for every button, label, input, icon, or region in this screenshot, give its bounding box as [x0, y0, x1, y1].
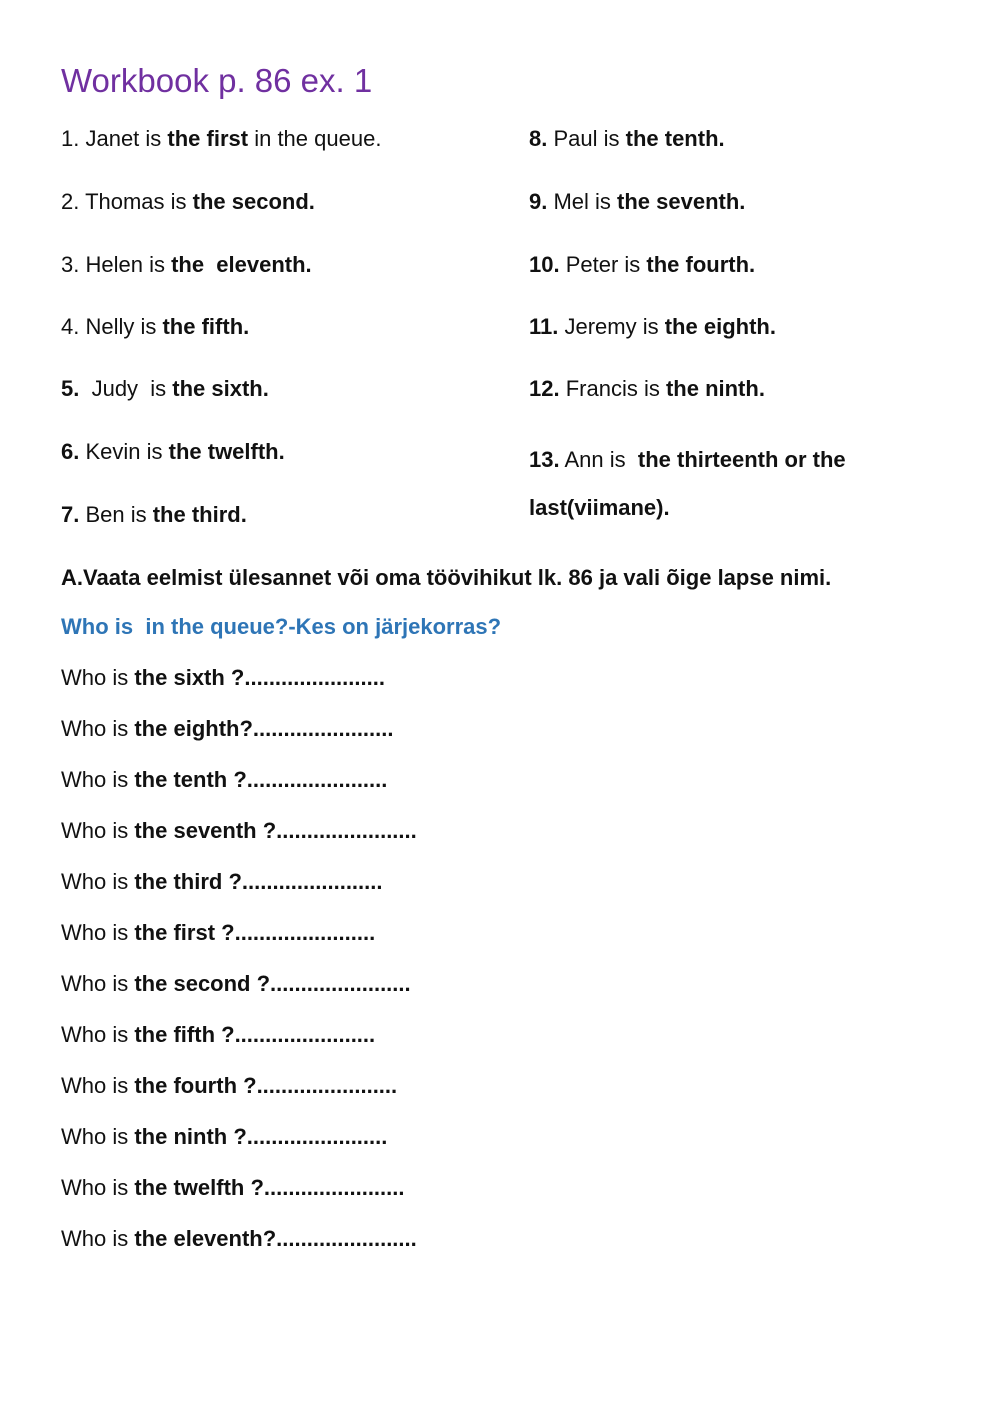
list-item-5: [61, 374, 269, 404]
item-number: 8.: [529, 126, 548, 151]
answer-blank[interactable]: .......................: [246, 767, 388, 792]
item-ordinal: the sixth.: [172, 376, 269, 401]
question-prefix: Who is: [61, 971, 135, 996]
list-item-4: [61, 312, 249, 342]
answer-blank[interactable]: .......................: [246, 1124, 388, 1149]
item-text: Mel is: [547, 189, 618, 214]
item-number: 7.: [61, 502, 80, 527]
question-ordinal: the second ?: [134, 971, 271, 996]
answer-blank[interactable]: .......................: [241, 869, 383, 894]
item-number: 3.: [61, 252, 80, 277]
item-number: 4.: [61, 314, 80, 339]
list-item-10: [529, 250, 755, 280]
answer-blank[interactable]: .......................: [270, 971, 411, 996]
question-item: [61, 1020, 375, 1050]
question-prefix: Who is: [61, 1175, 135, 1200]
item-text: Paul is: [547, 126, 626, 151]
question-ordinal: the sixth ?: [134, 665, 245, 690]
item-ordinal: the eighth.: [664, 314, 776, 339]
item-text: Ben is: [79, 502, 153, 527]
question-prefix: Who is: [61, 869, 135, 894]
question-ordinal: the third ?: [134, 869, 242, 894]
list-item-6: [61, 437, 285, 467]
question-ordinal: the seventh ?: [134, 818, 277, 843]
list-item-3: [61, 250, 312, 280]
item-number: 9.: [529, 189, 548, 214]
question-item: [61, 816, 417, 846]
answer-blank[interactable]: .......................: [263, 1175, 405, 1200]
item-text-end: in the queue.: [248, 126, 382, 151]
question-item: [61, 918, 375, 948]
question-ordinal: the eighth?: [134, 716, 253, 741]
item-ordinal: the fifth.: [162, 314, 250, 339]
question-item: [61, 1122, 387, 1152]
item-ordinal: the third.: [152, 502, 247, 527]
item-number: 1.: [61, 126, 80, 151]
answer-blank[interactable]: .......................: [252, 716, 394, 741]
item-text: Francis is: [559, 376, 666, 401]
item-text: Kevin is: [79, 439, 169, 464]
list-item-8: [529, 124, 725, 154]
item-number: 12.: [529, 376, 560, 401]
item-ordinal: the first: [167, 126, 249, 151]
question-prefix: Who is: [61, 1022, 135, 1047]
item-text: Jeremy is: [558, 314, 665, 339]
item-number: 10.: [529, 252, 560, 277]
item-text: Peter is: [559, 252, 647, 277]
item-ordinal: the thirteenth or the last(viimane).: [529, 447, 846, 520]
item-ordinal: the tenth.: [625, 126, 725, 151]
item-text: Thomas is: [79, 189, 193, 214]
item-text: Nelly is: [79, 314, 163, 339]
question-prefix: Who is: [61, 767, 135, 792]
question-item: [61, 969, 411, 999]
answer-blank[interactable]: .......................: [256, 1073, 398, 1098]
item-number: 2.: [61, 189, 80, 214]
answer-blank[interactable]: .......................: [276, 818, 417, 843]
question-item: [61, 1173, 405, 1203]
answer-blank[interactable]: .......................: [276, 1226, 417, 1251]
item-ordinal: the ninth.: [665, 376, 765, 401]
page-title: Workbook p. 86 ex. 1: [61, 62, 373, 99]
list-item-12: [529, 374, 765, 404]
list-item-11: [529, 312, 776, 342]
question-ordinal: the twelfth ?: [134, 1175, 264, 1200]
question-prefix: Who is: [61, 920, 135, 945]
item-ordinal: the twelfth.: [168, 439, 285, 464]
answer-blank[interactable]: .......................: [244, 665, 385, 690]
question-item: [61, 663, 385, 693]
item-ordinal: the second.: [192, 189, 315, 214]
question-ordinal: the eleventh?: [134, 1226, 277, 1251]
question-ordinal: the ninth ?: [134, 1124, 247, 1149]
list-item-1: [61, 124, 381, 154]
item-text: Helen is: [79, 252, 172, 277]
question-prefix: Who is: [61, 1073, 135, 1098]
question-prefix: Who is: [61, 818, 135, 843]
question-ordinal: the tenth ?: [134, 767, 247, 792]
item-ordinal: the eleventh.: [171, 252, 312, 277]
item-text: Judy is: [79, 376, 173, 401]
question-item: [61, 1224, 417, 1254]
question-prefix: Who is: [61, 716, 135, 741]
item-text: Janet is: [79, 126, 168, 151]
answer-blank[interactable]: .......................: [234, 1022, 376, 1047]
question-item: [61, 867, 383, 897]
question-ordinal: the fifth ?: [134, 1022, 235, 1047]
item-ordinal: the fourth.: [646, 252, 756, 277]
item-text: Ann is: [559, 447, 638, 472]
item-ordinal: the seventh.: [617, 189, 746, 214]
item-number: 5.: [61, 376, 80, 401]
question-ordinal: the first ?: [134, 920, 235, 945]
item-number: 6.: [61, 439, 80, 464]
question-item: [61, 1071, 397, 1101]
list-item-2: [61, 187, 315, 217]
question-item: [61, 765, 387, 795]
list-item-13: [529, 436, 909, 532]
item-number: 13.: [529, 447, 560, 472]
item-number: 11.: [529, 314, 559, 339]
question-prefix: Who is: [61, 665, 135, 690]
question-ordinal: the fourth ?: [134, 1073, 257, 1098]
section-subtitle: Who is in the queue?-Kes on järjekorras?: [61, 614, 502, 639]
list-item-7: [61, 500, 247, 530]
task-instruction: A.Vaata eelmist ülesannet või oma töövihikut lk. 86 ja vali õige lapse nimi.: [61, 565, 832, 590]
question-prefix: Who is: [61, 1226, 135, 1251]
question-item: [61, 714, 394, 744]
answer-blank[interactable]: .......................: [234, 920, 376, 945]
list-item-9: [529, 187, 745, 217]
question-prefix: Who is: [61, 1124, 135, 1149]
